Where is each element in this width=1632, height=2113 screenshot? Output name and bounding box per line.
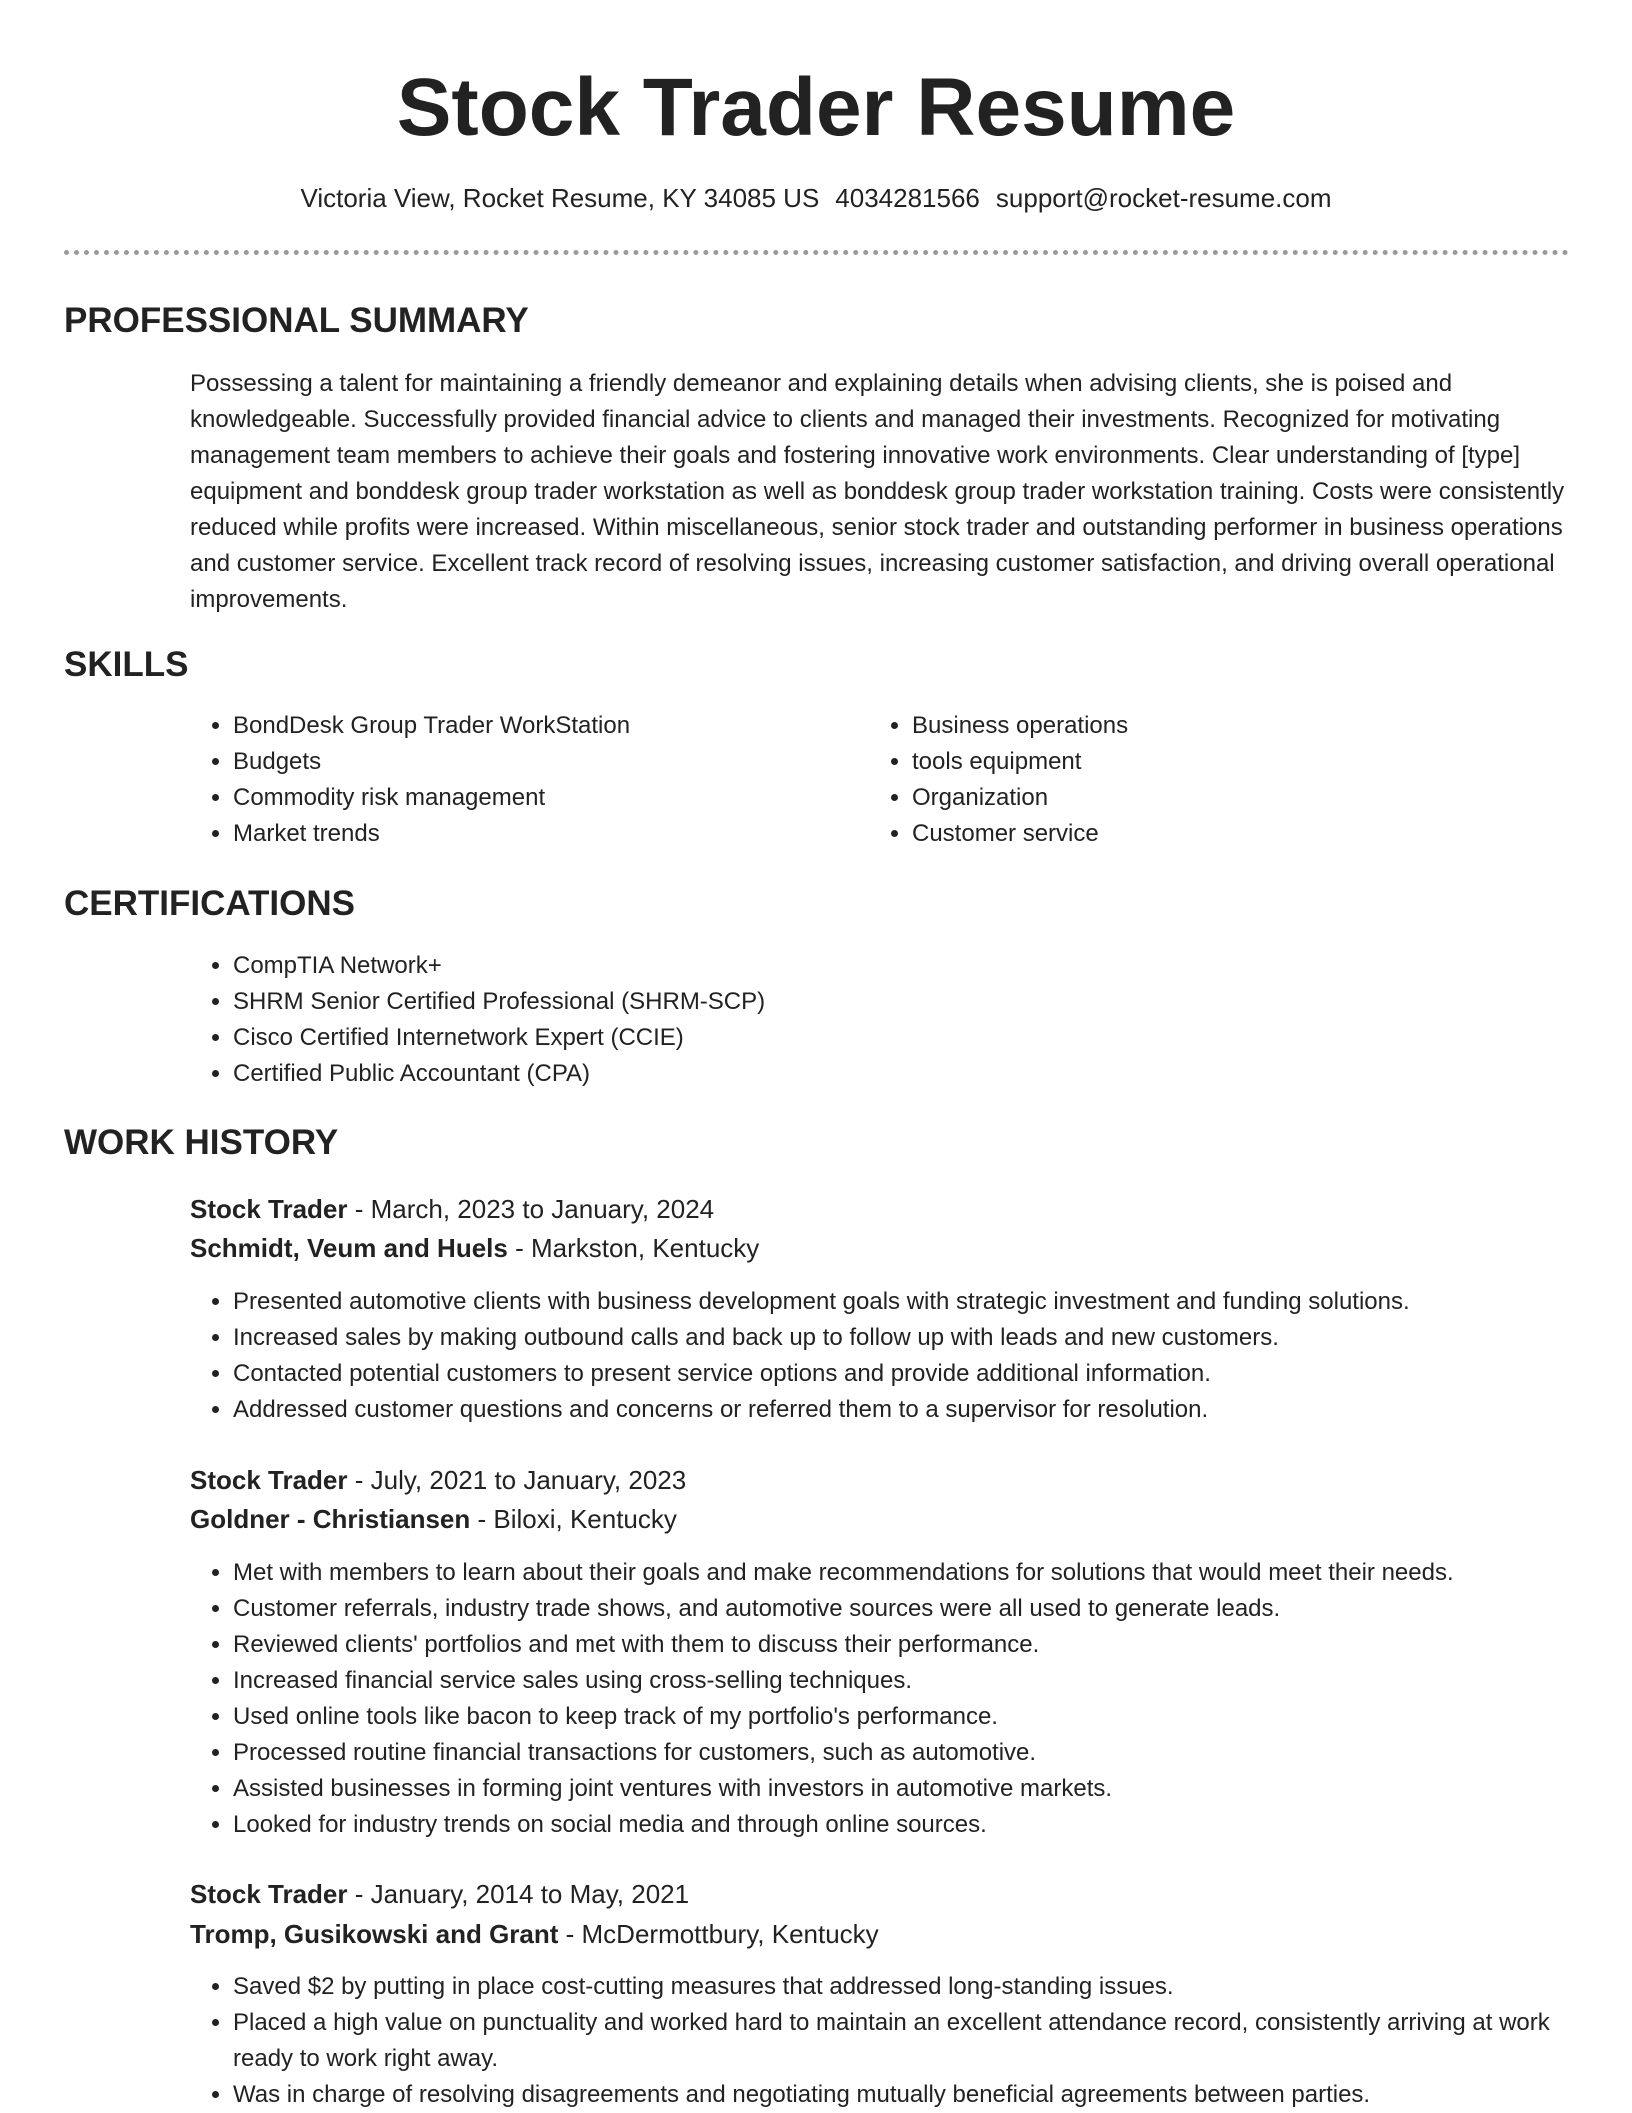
job-location: - McDermottbury, Kentucky — [558, 1919, 879, 1949]
list-item: • Saved $2 by putting in place cost-cutting measures that addressed long-standing issues. — [233, 1969, 1613, 2005]
list-item: • Commodity risk management — [233, 780, 853, 816]
job-dates: - January, 2014 to May, 2021 — [347, 1879, 690, 1909]
list-item: • Was in charge of resolving disagreements and negotiating mutually beneficial agreements between parties. — [233, 2077, 1613, 2113]
list-item: • Increased financial service sales using cross-selling techniques. — [233, 1663, 1623, 1699]
list-item: • Placed a high value on punctuality and worked hard to maintain an excellent attendance record, consistently arriving at work ready to work right away. — [233, 2005, 1613, 2077]
skills-list-right — [869, 708, 1572, 852]
certifications-list — [190, 948, 1613, 1092]
list-item: • Certified Public Accountant (CPA) — [233, 1056, 1613, 1092]
list-item: • Contacted potential customers to present service options and provide additional information. — [233, 1356, 1623, 1392]
header-divider — [64, 250, 1569, 255]
list-item: • CompTIA Network+ — [233, 948, 1613, 984]
list-item: • Used online tools like bacon to keep track of my portfolio's performance. — [233, 1699, 1623, 1735]
contact-address: Victoria View, Rocket Resume, KY 34085 US — [300, 183, 820, 213]
list-item: • SHRM Senior Certified Professional (SHRM-SCP) — [233, 984, 1613, 1020]
job-title: Stock Trader — [190, 1465, 348, 1495]
list-item: • Customer service — [912, 816, 1572, 852]
certifications-heading: CERTIFICATIONS — [64, 884, 356, 923]
list-item: • Business operations — [912, 708, 1572, 744]
list-item: • Addressed customer questions and concerns or referred them to a supervisor for resolution. — [233, 1392, 1623, 1428]
list-item: • Budgets — [233, 744, 853, 780]
list-item: • Looked for industry trends on social media and through online sources. — [233, 1807, 1623, 1843]
list-item: • Assisted businesses in forming joint ventures with investors in automotive markets. — [233, 1771, 1623, 1807]
job-location: - Markston, Kentucky — [507, 1233, 760, 1263]
list-item: • Presented automotive clients with business development goals with strategic investment and funding solutions. — [233, 1284, 1623, 1320]
contact-phone: 4034281566 — [835, 183, 980, 213]
page-title: Stock Trader Resume — [396, 62, 1236, 153]
list-item: • Processed routine financial transactions for customers, such as automotive. — [233, 1735, 1623, 1771]
job-title-line — [190, 1191, 714, 1227]
job-location: - Biloxi, Kentucky — [470, 1504, 677, 1534]
skills-heading: SKILLS — [64, 645, 189, 684]
contact-email: support@rocket-resume.com — [995, 183, 1332, 213]
list-item: • Increased sales by making outbound calls and back up to follow up with leads and new customers. — [233, 1320, 1623, 1356]
contact-line — [0, 180, 1632, 216]
skills-list-left — [190, 708, 853, 852]
list-item: • tools equipment — [912, 744, 1572, 780]
job-company: Goldner - Christiansen — [190, 1504, 471, 1534]
job-dates: - July, 2021 to January, 2023 — [347, 1465, 687, 1495]
list-item: • Met with members to learn about their goals and make recommendations for solutions that would meet their needs. — [233, 1555, 1623, 1591]
work-history-heading: WORK HISTORY — [64, 1123, 339, 1162]
list-item: • Market trends — [233, 816, 853, 852]
list-item: • Cisco Certified Internetwork Expert (CCIE) — [233, 1020, 1613, 1056]
list-item: • BondDesk Group Trader WorkStation — [233, 708, 853, 744]
job-title-line — [190, 1876, 689, 1912]
list-item: • Customer referrals, industry trade shows, and automotive sources were all used to generate leads. — [233, 1591, 1623, 1627]
job-company: Schmidt, Veum and Huels — [190, 1233, 508, 1263]
job-bullets — [190, 1555, 1623, 1843]
job-bullets — [190, 1969, 1613, 2113]
summary-heading: PROFESSIONAL SUMMARY — [64, 301, 529, 340]
job-company-line — [190, 1501, 677, 1537]
job-company-line — [190, 1230, 759, 1266]
job-bullets — [190, 1284, 1623, 1428]
job-title-line — [190, 1462, 686, 1498]
list-item: • Reviewed clients' portfolios and met with them to discuss their performance. — [233, 1627, 1623, 1663]
job-dates: - March, 2023 to January, 2024 — [347, 1194, 715, 1224]
summary-text: Possessing a talent for maintaining a friendly demeanor and explaining details when advising clients, she is poised and knowledgeable. Successfully provided financial advice to clients and managed their investments. Recognized for motivating management team members to achieve their goals and fostering innovative work environments. Clear understanding of [type] equipment and bonddesk group trader workstation as well as bonddesk group trader workstation training. Costs were consistently reduced while profits were increased. Within miscellaneous, senior stock trader and outstanding performer in business operations and customer service. Excellent track record of resolving issues, increasing customer satisfaction, and driving overall operational improvements. — [190, 370, 1565, 613]
job-company-line — [190, 1916, 879, 1952]
job-title: Stock Trader — [190, 1194, 348, 1224]
job-title: Stock Trader — [190, 1879, 348, 1909]
job-company: Tromp, Gusikowski and Grant — [190, 1919, 559, 1949]
list-item: • Organization — [912, 780, 1572, 816]
